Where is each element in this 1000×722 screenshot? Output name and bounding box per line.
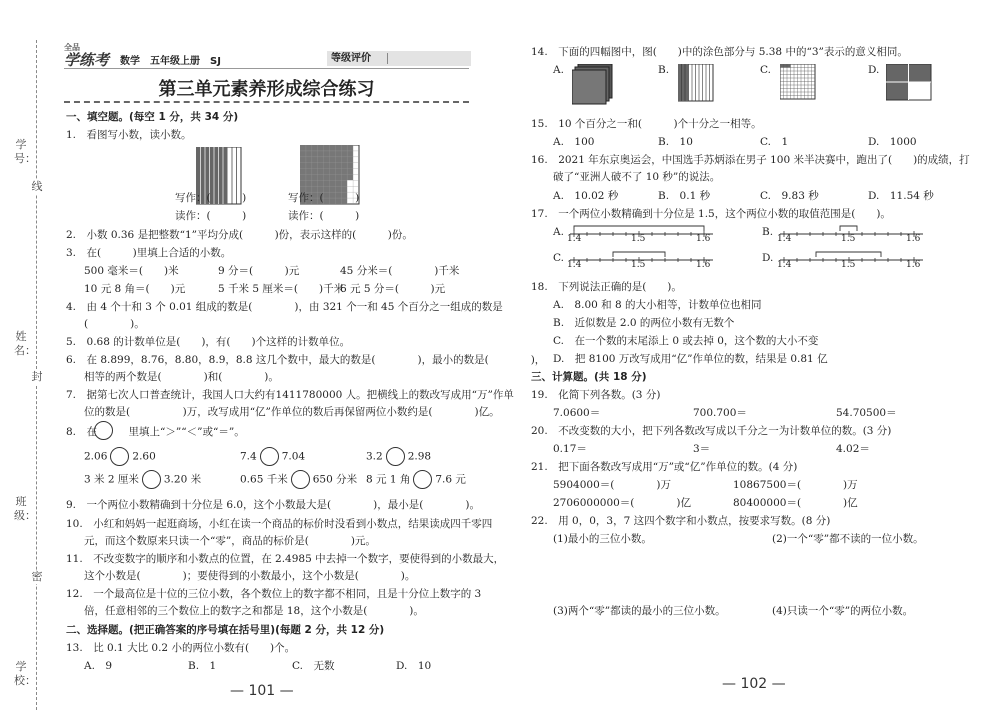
q17-option-b: B. [762, 226, 774, 238]
student-number-label: 学号： [14, 138, 36, 165]
compare-circle[interactable] [291, 470, 310, 489]
q3: 3. 在( )里填上合适的小数。 [66, 247, 232, 259]
tick-label: 1.6 [906, 260, 921, 270]
q8-item: 0.65 千米 650 分米 [240, 470, 357, 489]
q17: 17. 一个两位小数精确到十分位是 1.5，这个两位小数的取值范围是( )。 [531, 208, 891, 220]
q13-option-d: D. 10 [396, 660, 432, 672]
q3-item: 500 毫米＝( )米 [84, 265, 179, 277]
q19-item: 54.70500＝ [836, 407, 897, 419]
q16-option-b: B. 0.1 秒 [658, 190, 711, 202]
q18: 18. 下列说法正确的是( )。 [531, 281, 682, 293]
q15-option-d: D. 1000 [868, 136, 917, 148]
q2: 2. 小数 0.36 是把整数“1”平均分成( )份，表示这样的( )份。 [66, 229, 413, 241]
tick-label: 1.5 [631, 234, 646, 244]
q16: 16. 2021 年东京奥运会，中国选手苏炳添在男子 100 米半决赛中，跑出了( )的成绩，打 [531, 154, 970, 166]
q7-cont: 位的数是( )万，改写成用“亿”作单位的数后再保留两位小数约是( )亿。 [84, 406, 500, 418]
q4-cont: ( )。 [84, 318, 145, 330]
name-label: 姓名： [14, 330, 36, 357]
q10-cont: 元，而这个数原来只读一个“零”，商品的标价是( )元。 [84, 535, 376, 547]
q7: 7. 据第七次人口普查统计，我国人口大约有1411780000 人。把横线上的数改写成用“万”作单 [66, 389, 514, 401]
section-1-title: 一、填空题。(每空 1 分，共 34 分) [66, 111, 239, 123]
q9: 9. 一个两位小数精确到十分位是 6.0，这个小数最大是( )，最小是( )。 [66, 499, 480, 511]
tick-label: 1.6 [906, 234, 921, 244]
q8-item: 3.2 2.98 [366, 447, 431, 466]
q20-item: 4.02＝ [836, 443, 870, 455]
q15-option-c: C. 1 [760, 136, 789, 148]
q17-option-a: A. [553, 226, 564, 238]
q20: 20. 不改变数的大小，把下列各数改写成以千分之一为计数单位的数。(3 分) [531, 425, 892, 437]
q8-item: 7.4 7.04 [240, 447, 305, 466]
q1-write-1: 写作：( ) [175, 192, 247, 204]
q19: 19. 化简下列各数。(3 分) [531, 389, 661, 401]
page-number-102: — 102 — [722, 676, 786, 692]
q16-option-d: D. 11.54 秒 [868, 190, 934, 202]
q14-option-b: B. [658, 64, 670, 76]
q13-option-c: C. 无数 [292, 660, 335, 672]
q8-item: 2.06 2.60 [84, 447, 156, 466]
compare-circle[interactable] [260, 447, 279, 466]
q22-item-1: (1)最小的三位小数。 [553, 533, 652, 545]
q5: 5. 0.68 的计数单位是( )，有( )个这样的计数单位。 [66, 336, 351, 348]
q18-option-d: D. 把 8100 万改写成用“亿”作单位的数，结果是 0.81 亿 [553, 353, 828, 365]
q14-figure-a-stacked-cubes [572, 64, 614, 106]
q13-option-a: A. 9 [84, 660, 113, 672]
q11: 11. 不改变数字的顺序和小数点的位置，在 2.4985 中去掉一个数字，要使得到的小数最大， [66, 553, 505, 565]
q21-item: 5904000＝( )万 [553, 479, 671, 491]
q15: 15. 10 个百分之一和( )个十分之一相等。 [531, 118, 762, 130]
compare-circle[interactable] [413, 470, 432, 489]
q21: 21. 把下面各数改写成用“万”或“亿”作单位的数。(4 分) [531, 461, 798, 473]
tick-label: 1.5 [841, 234, 856, 244]
cut-mark-mi: 密 [31, 570, 43, 583]
q14-figure-b-strips [678, 64, 714, 102]
compare-circle[interactable] [142, 470, 161, 489]
q14: 14. 下面的四幅图中，图( )中的涂色部分与 5.38 中的“3”表示的意义相同。 [531, 46, 908, 58]
page-title: 第三单元素养形成综合练习 [158, 79, 375, 100]
q1-read-1: 读作：( ) [175, 210, 247, 222]
q6-cont: 相等的两个数是( )和( )。 [84, 371, 279, 383]
q11-cont: 这个小数是( )；要使得到的小数最小，这个小数是( )。 [84, 570, 416, 582]
page-number-101: — 101 — [230, 683, 294, 699]
q21-item: 80400000＝( )亿 [733, 497, 858, 509]
tick-label: 1.5 [631, 260, 646, 270]
cut-mark-feng: 封 [31, 370, 43, 383]
q3-item: 10 元 8 角＝( )元 [84, 283, 186, 295]
tick-label: 1.4 [777, 260, 792, 270]
tick-label: 1.4 [567, 260, 582, 270]
q10: 10. 小红和妈妈一起逛商场，小红在读一个商品的标价时没看到小数点，结果读成四千零四 [66, 518, 493, 530]
q20-item: 0.17＝ [553, 443, 587, 455]
q18-option-b: B. 近似数是 2.0 的两位小数有无数个 [553, 317, 735, 329]
q13: 13. 比 0.1 大比 0.2 小的两位小数有( )个。 [66, 642, 296, 654]
q22-item-4: (4)只读一个“零”的两位小数。 [772, 605, 914, 617]
q14-figure-c-grid [780, 64, 816, 100]
q19-item: 700.700＝ [693, 407, 747, 419]
q19-item: 7.0600＝ [553, 407, 601, 419]
q14-option-c: C. [760, 64, 771, 76]
q12: 12. 一个最高位是十位的三位小数，各个数位上的数字都不相同，且是十分位上数字的 3 [66, 588, 482, 600]
q16-cont: 破了“亚洲人破不了 10 秒”的说法。 [553, 171, 721, 183]
class-label: 班级： [14, 495, 36, 522]
q3-item: 5 千米 5 厘米＝( )千米 [218, 283, 345, 295]
logo: 全品 学练考 [64, 43, 110, 69]
q15-option-b: B. 10 [658, 136, 693, 148]
cut-mark-xian: 线 [31, 180, 43, 193]
q16-option-c: C. 9.83 秒 [760, 190, 819, 202]
q1: 1. 看图写小数，读小数。 [66, 129, 192, 141]
q17-option-c: C. [553, 252, 564, 264]
title-rule [64, 101, 469, 103]
q14-option-a: A. [553, 64, 564, 76]
q8-item: 3 米 2 厘米 3.20 米 [84, 470, 201, 489]
q12-cont: 倍，任意相邻的三个数位上的数字之和都是 18，这个小数是( )。 [84, 605, 424, 617]
q8-item: 8 元 1 角 7.6 元 [366, 470, 466, 489]
q18-option-a: A. 8.00 和 8 的大小相等，计数单位也相同 [553, 299, 762, 311]
tick-label: 1.5 [841, 260, 856, 270]
compare-circle[interactable] [386, 447, 405, 466]
q4: 4. 由 4 个十和 3 个 0.01 组成的数是( )，由 321 个一和 45 个百分之一组成的数是 [66, 301, 503, 313]
compare-circle[interactable] [110, 447, 129, 466]
section-3-title: 三、计算题。(共 18 分) [531, 371, 647, 383]
q3-item: 9 分＝( )元 [218, 265, 300, 277]
q22-item-3: (3)两个“零”都读的最小的三位小数。 [553, 605, 726, 617]
q20-item: 3＝ [693, 443, 711, 455]
tick-label: 1.6 [696, 234, 711, 244]
q3-item: 45 分米＝( )千米 [340, 265, 460, 277]
q17-option-d: D. [762, 252, 774, 264]
school-label: 学校： [14, 660, 36, 687]
tick-label: 1.6 [696, 260, 711, 270]
q1-read-2: 读作：( ) [288, 210, 360, 222]
q18-option-c: C. 在一个数的末尾添上 0 或去掉 0，这个数的大小不变 [553, 335, 819, 347]
q21-item: 10867500＝( )万 [733, 479, 858, 491]
q1-write-2: 写作：( ) [288, 192, 360, 204]
q21-item: 2706000000＝( )亿 [553, 497, 691, 509]
q3-item: 6 元 5 分＝( )元 [340, 283, 446, 295]
rating-label: 等级评价 [331, 53, 371, 64]
q8: 8. 在 里填上“＞”“＜”或“＝”。 [66, 426, 245, 438]
q15-option-a: A. 100 [553, 136, 595, 148]
q14-option-d: D. [868, 64, 880, 76]
section-2-title: 二、选择题。(把正确答案的序号填在括号里)(每题 2 分，共 12 分) [66, 624, 385, 636]
q16-option-a: A. 10.02 秒 [553, 190, 619, 202]
binding-margin [14, 40, 44, 710]
tick-label: 1.4 [777, 234, 792, 244]
q8-circle-sample [94, 421, 113, 440]
rating-box [327, 51, 471, 66]
q13-option-b: B. 1 [188, 660, 217, 672]
q22-item-2: (2)一个“零”都不读的一位小数。 [772, 533, 924, 545]
q22: 22. 用 0，0，3，7 这四个数字和小数点，按要求写数。(8 分) [531, 515, 831, 527]
q6: 6. 在 8.899，8.76，8.80，8.9，8.8 这几个数中，最大的数是( )，最小的数是( )， [66, 354, 546, 366]
q14-figure-d-quarters [886, 64, 932, 101]
book-meta: 数学 五年级上册 SJ [120, 56, 221, 67]
tick-label: 1.4 [567, 234, 582, 244]
header-rule [64, 68, 469, 69]
